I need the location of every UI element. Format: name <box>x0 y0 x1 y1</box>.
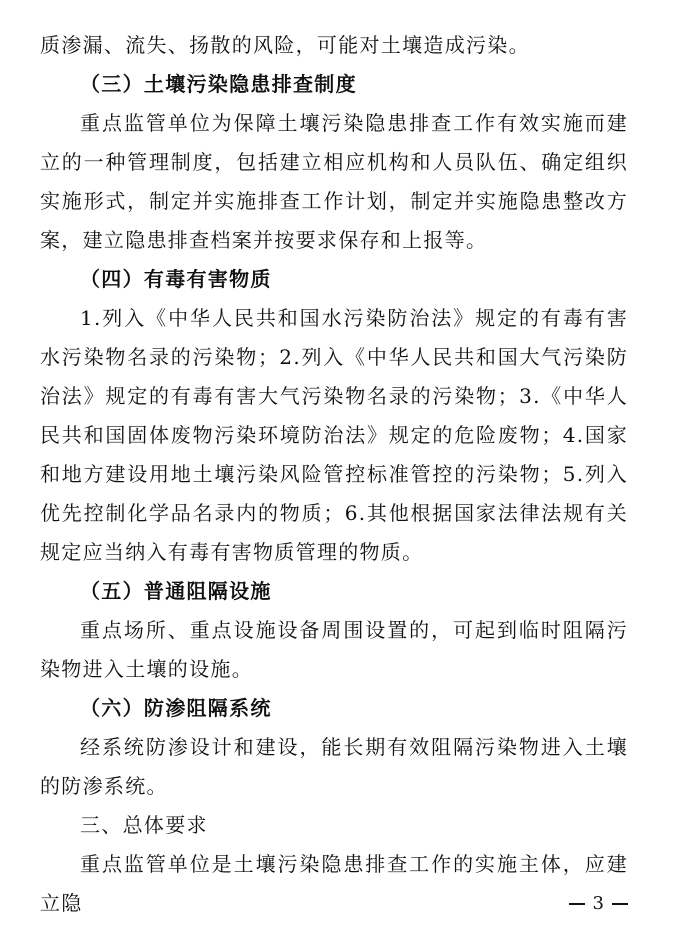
heading-hazard-inspection-system: （三）土壤污染隐患排查制度 <box>80 72 357 96</box>
section-heading-general-requirements: 三、总体要求 <box>80 813 208 837</box>
paragraph-toxic-substances: 1.列入《中华人民共和国水污染防治法》规定的有毒有害水污染物名录的污染物；2.列入《中华人民共和国大气污染防治法》规定的有毒有害大气污染物名录的污染物；3.《中华人民共和国固体废物污染环境防治法》规定的危险废物；4.国家和地方建设用地土壤污染风险管控标准管控的污染物；5.列入优先控制化学品名录内的物质；6.其他根据国家法律法规有关规定应当纳入有毒有害物质管理的物质。 <box>40 306 628 564</box>
heading-ordinary-barrier: （五）普通阻隔设施 <box>80 579 272 603</box>
paragraph-continuation: 质渗漏、流失、扬散的风险，可能对土壤造成污染。 <box>40 33 530 57</box>
paragraph-general-requirements: 重点监管单位是土壤污染隐患排查工作的实施主体，应建立隐 <box>40 852 628 915</box>
paragraph-hazard-inspection-system: 重点监管单位为保障土壤污染隐患排查工作有效实施而建立的一种管理制度，包括建立相应机构和人员队伍、确定组织实施形式，制定并实施排查工作计划，制定并实施隐患整改方案，建立隐患排查档案并按要求保存和上报等。 <box>40 111 628 252</box>
dash-left <box>569 903 585 905</box>
paragraph-seepage-barrier-system: 经系统防渗设计和建设，能长期有效阻隔污染物进入土壤的防渗系统。 <box>40 735 628 798</box>
heading-seepage-barrier-system: （六）防渗阻隔系统 <box>80 696 272 720</box>
heading-toxic-substances: （四）有毒有害物质 <box>80 267 272 291</box>
document-page <box>40 26 628 923</box>
page-number: 3 <box>592 893 604 914</box>
dash-right <box>612 903 628 905</box>
paragraph-ordinary-barrier: 重点场所、重点设施设备周围设置的，可起到临时阻隔污染物进入土壤的设施。 <box>40 618 628 681</box>
page-number-footer <box>569 892 628 916</box>
